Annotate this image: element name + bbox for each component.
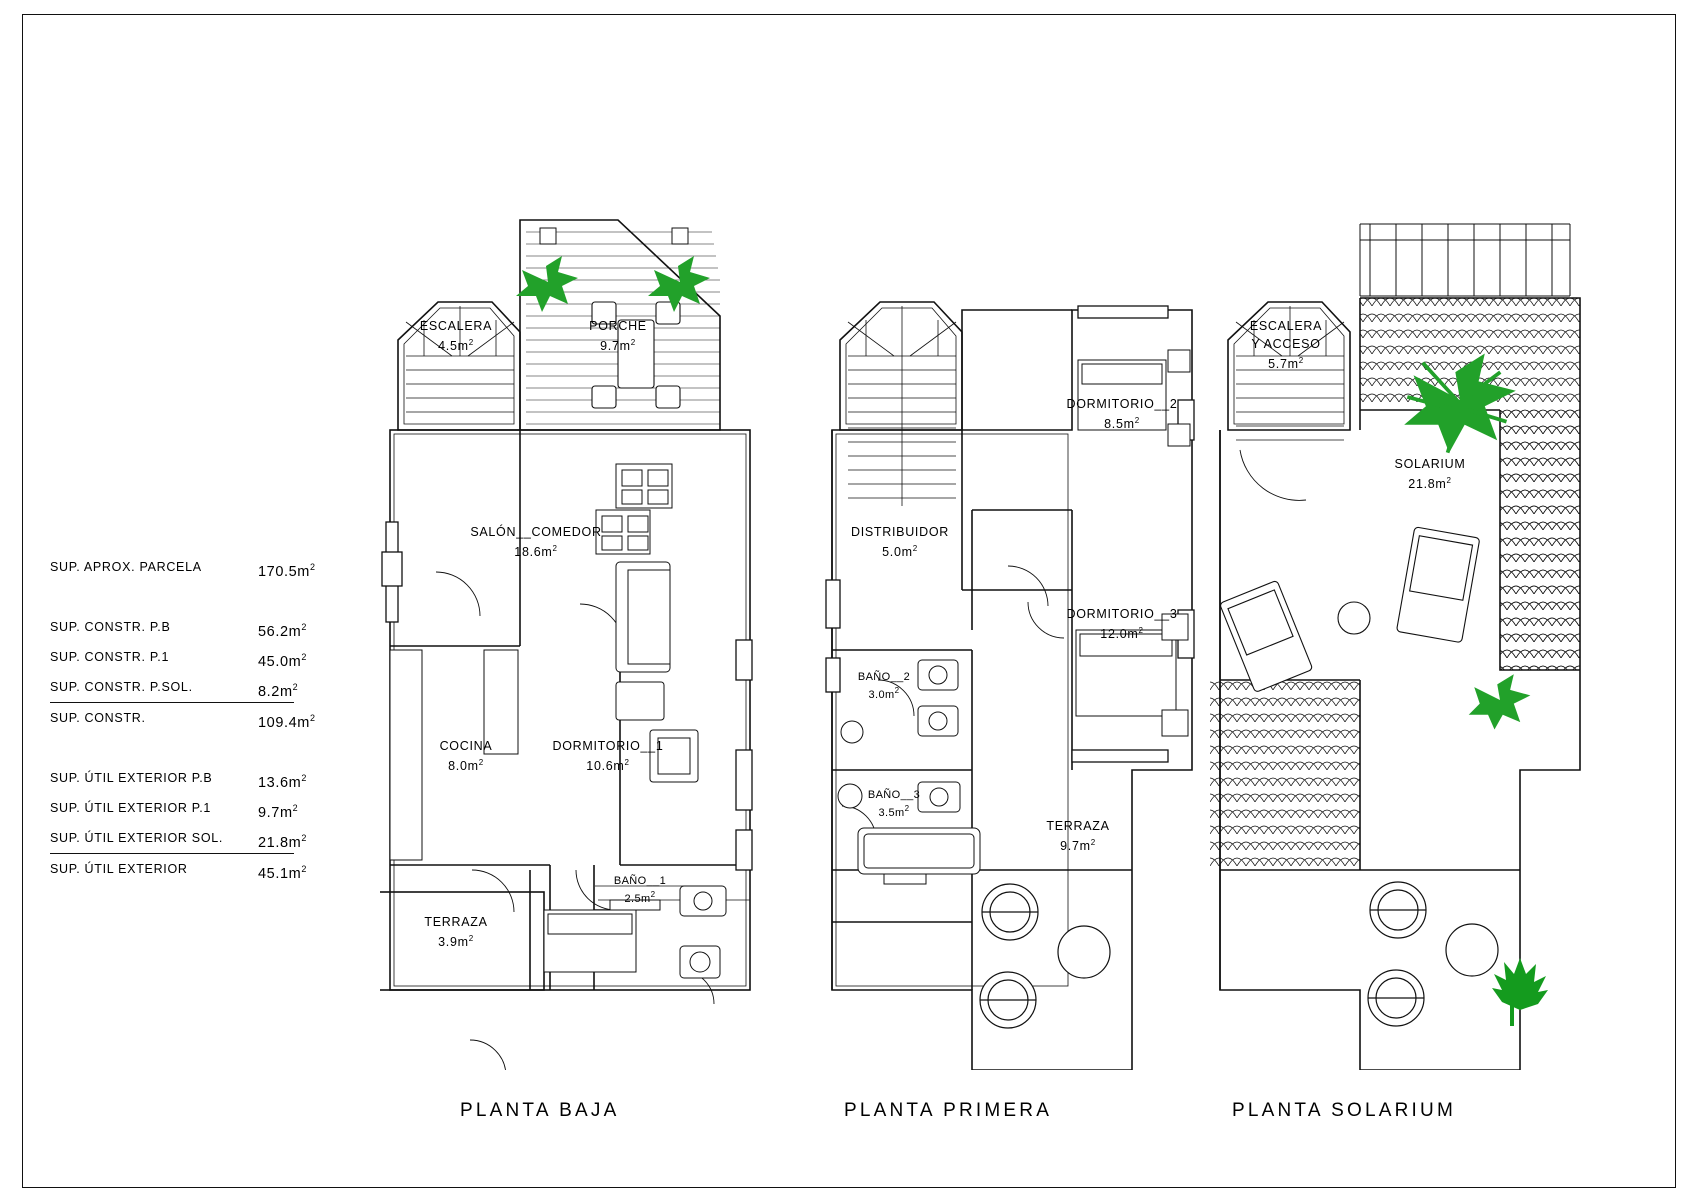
room-label-dormitorio-2: DORMITORIO__2	[1066, 397, 1178, 411]
room-area-cocina: $8.0m^2$	[448, 758, 484, 773]
room-area-dormitorio-1: $10.6m^2$	[586, 758, 630, 773]
legend-row-constr-total	[50, 703, 350, 733]
room-label-escalera: ESCALERA	[1249, 319, 1323, 333]
room-label-solarium: SOLARIUM	[1394, 457, 1466, 471]
room-label-bano-3: BAÑO__3	[867, 789, 921, 801]
room-label-bano-1: BAÑO__1	[613, 875, 667, 887]
room-area-escalera: $4.5m^2$	[438, 338, 474, 353]
legend-label: SUP. CONSTR. P.1	[50, 650, 170, 664]
legend-row-util-p1	[50, 793, 350, 823]
room-area-terraza: $9.7m^2$	[1060, 838, 1096, 853]
legend-value: $21.8m^2$	[258, 833, 307, 851]
legend-value: $9.7m^2$	[258, 803, 299, 821]
room-label-bano-2: BAÑO__2	[857, 671, 911, 683]
legend-row-constr-pb	[50, 612, 350, 642]
plan-planta-solarium	[1210, 210, 1610, 1121]
legend-label: SUP. CONSTR. P.SOL.	[50, 680, 193, 694]
room-area-solarium: $21.8m^2$	[1408, 476, 1452, 491]
room-label-cocina: COCINA	[439, 739, 493, 753]
room-area-escalera: $5.7m^2$	[1268, 356, 1304, 371]
legend-row-util-sol	[50, 823, 350, 853]
room-label-escalera-2: Y ACCESO	[1251, 337, 1321, 351]
room-area-distribuidor: $5.0m^2$	[882, 544, 918, 559]
legend-value: $170.5m^2$	[258, 562, 316, 580]
room-label-terraza: TERRAZA	[1046, 819, 1110, 833]
planta-solarium-drawing	[1210, 210, 1610, 1070]
room-area-bano-1: $2.5m^2$	[624, 890, 656, 905]
room-area-dormitorio-2: $8.5m^2$	[1104, 416, 1140, 431]
legend-row-util-total	[50, 854, 350, 884]
legend-row-util-pb	[50, 763, 350, 793]
planta-baja-drawing	[380, 210, 780, 1070]
room-label-porche: PORCHE	[589, 319, 647, 333]
room-label-dormitorio-1: DORMITORIO__1	[552, 739, 664, 753]
legend-label: SUP. ÚTIL EXTERIOR SOL.	[50, 831, 224, 845]
plan-planta-baja	[380, 210, 780, 1121]
legend-value: $13.6m^2$	[258, 773, 307, 791]
room-area-dormitorio-3: $12.0m^2$	[1100, 626, 1144, 641]
plan-title-planta-solarium: PLANTA SOLARIUM	[1232, 1100, 1456, 1121]
room-label-terraza: TERRAZA	[424, 915, 488, 929]
legend-row-parcela	[50, 552, 350, 582]
legend-label: SUP. APROX. PARCELA	[50, 560, 202, 574]
room-label-escalera: ESCALERA	[419, 319, 493, 333]
legend-value: $56.2m^2$	[258, 622, 307, 640]
legend-value: $45.1m^2$	[258, 864, 307, 882]
room-area-salon-comedor: $18.6m^2$	[514, 544, 558, 559]
legend-label: SUP. ÚTIL EXTERIOR	[50, 862, 188, 876]
legend-value: $8.2m^2$	[258, 682, 299, 700]
room-area-bano-2: $3.0m^2$	[868, 686, 900, 701]
legend-label: SUP. CONSTR. P.B	[50, 620, 171, 634]
planta-primera-drawing	[822, 210, 1222, 1070]
legend-row-constr-p1	[50, 642, 350, 672]
legend-label: SUP. CONSTR.	[50, 711, 146, 725]
legend-row-constr-psol	[50, 672, 350, 702]
legend-label: SUP. ÚTIL EXTERIOR P.1	[50, 801, 212, 815]
legend-value: $109.4m^2$	[258, 713, 316, 731]
room-label-salon-comedor: SALÓN__COMEDOR	[470, 525, 602, 539]
room-label-distribuidor: DISTRIBUIDOR	[851, 525, 949, 539]
room-area-bano-3: $3.5m^2$	[878, 804, 910, 819]
plan-planta-primera	[822, 210, 1222, 1121]
areas-legend	[50, 552, 350, 884]
room-area-porche: $9.7m^2$	[600, 338, 636, 353]
room-area-terraza: $3.9m^2$	[438, 934, 474, 949]
room-label-dormitorio-3: DORMITORIO__3	[1066, 607, 1178, 621]
legend-label: SUP. ÚTIL EXTERIOR P.B	[50, 771, 213, 785]
legend-value: $45.0m^2$	[258, 652, 307, 670]
plan-title-planta-primera: PLANTA PRIMERA	[844, 1100, 1053, 1121]
plan-title-planta-baja: PLANTA BAJA	[460, 1100, 620, 1121]
